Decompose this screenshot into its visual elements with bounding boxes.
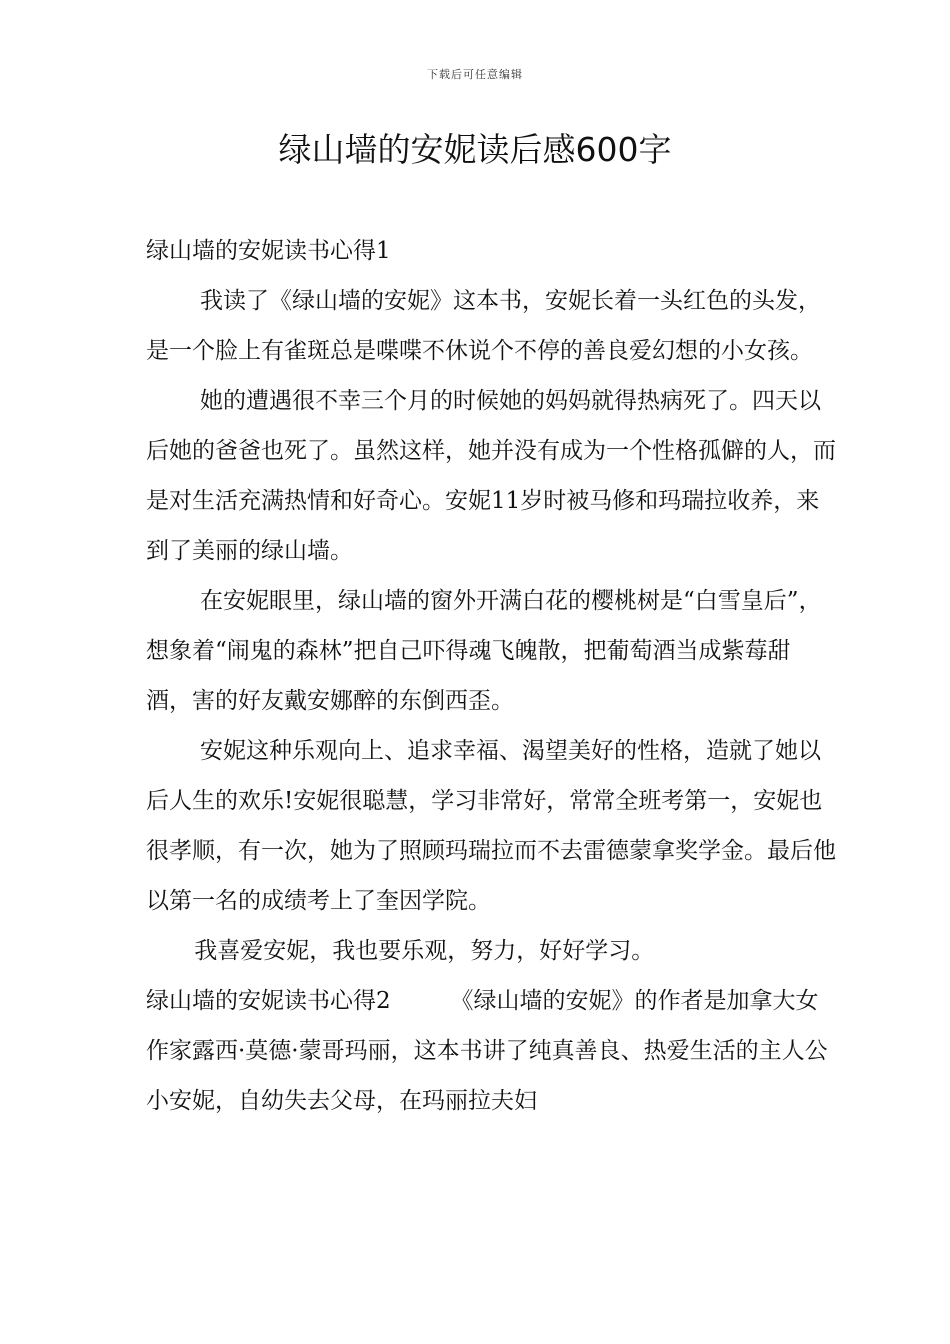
paragraph: 我喜爱安妮，我也要乐观，努力，好好学习。 bbox=[194, 938, 655, 964]
document-title: 绿山墙的安妮读后感600字 bbox=[278, 130, 672, 169]
paragraph: 安妮这种乐观向上、追求幸福、渴望美好的性格，造就了她以后人生的欢乐!安妮很聪慧，学习非常好，常常全班考第一，安妮也很孝顺，有一次，她为了照顾玛瑞拉而不去雷德蒙拿奖学金。最后他以第一名的成绩考上了奎因学院。 bbox=[146, 738, 836, 914]
section-heading: 绿山墙的安妮读书心得2 bbox=[146, 988, 391, 1014]
paragraph: 她的遭遇很不幸三个月的时候她的妈妈就得热病死了。四天以后她的爸爸也死了。虽然这样，她并没有成为一个性格孤僻的人，而是对生活充满热情和好奇心。安妮11岁时被马修和玛瑞拉收养，来到了美丽的绿山墙。 bbox=[146, 388, 836, 564]
paragraph: 在安妮眼里，绿山墙的窗外开满白花的樱桃树是“白雪皇后”，想象着“闹鬼的森林”把自己吓得魂飞魄散，把葡萄酒当成紫莓甜酒，害的好友戴安娜醉的东倒西歪。 bbox=[146, 588, 822, 714]
section-2-block bbox=[146, 976, 836, 1126]
paragraph: 《绿山墙的安妮》的作者是加拿大女作家露西·莫德·蒙哥玛丽，这本书讲了纯真善良、热爱生活的主人公小安妮，自幼失去父母，在玛丽拉夫妇 bbox=[146, 988, 828, 1114]
header-note: 下载后可任意编辑 bbox=[427, 68, 523, 81]
section-heading: 绿山墙的安妮读书心得1 bbox=[146, 238, 391, 264]
document-body bbox=[146, 226, 836, 1126]
paragraph: 我读了《绿山墙的安妮》这本书，安妮长着一头红色的头发，是一个脸上有雀斑总是喋喋不休说个不停的善良爱幻想的小女孩。 bbox=[146, 288, 822, 364]
